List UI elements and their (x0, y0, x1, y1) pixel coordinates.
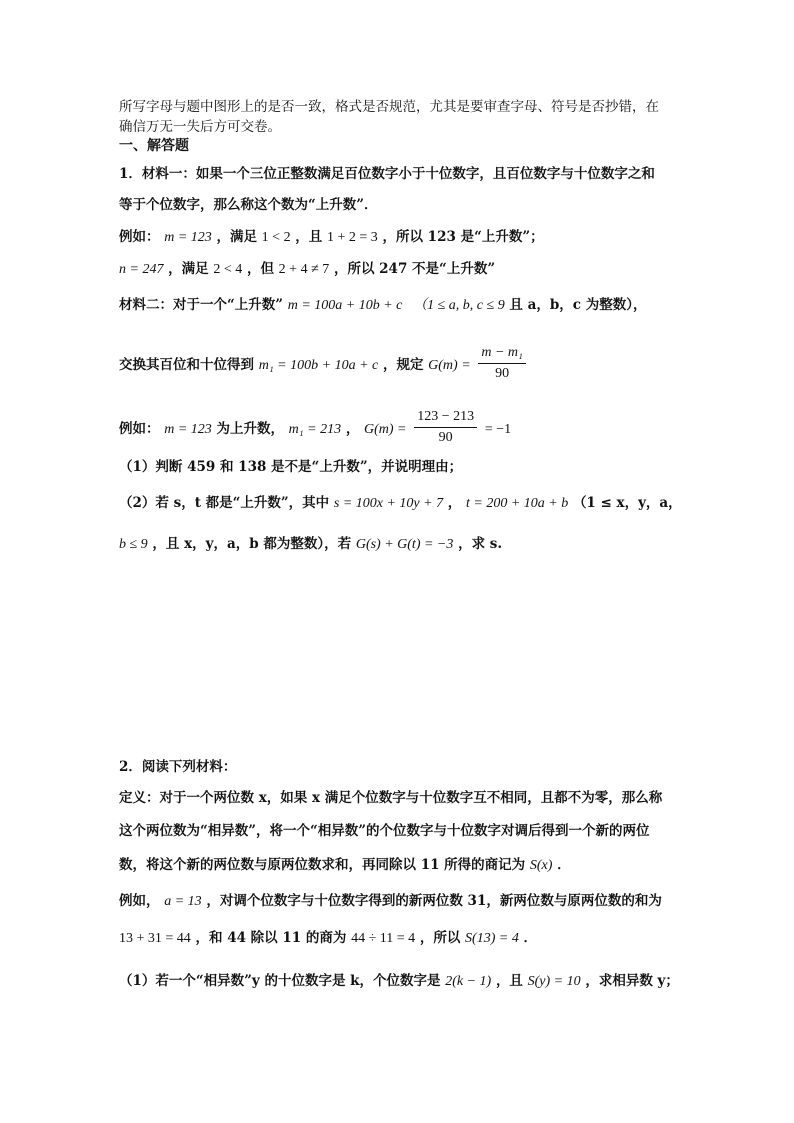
math: m₁ = 100b + 10a + c (258, 358, 379, 373)
math: = −1 (484, 422, 512, 437)
text: ，所以 123 是“上升数”； (382, 229, 544, 245)
text: ，和 44 除以 11 的商为 (195, 930, 347, 946)
text: ，满足 (168, 261, 209, 277)
math: S(13) = 4 (465, 931, 519, 946)
q1-line-1: 1．材料一：如果一个三位正整数满足百位数字小于十位数字，且百位数字与十位数字之和 (119, 166, 655, 182)
text: ，规定 (382, 357, 424, 373)
math: s = 100x + 10y + 7 (333, 496, 444, 511)
math: G(m) = (428, 358, 471, 373)
math: m = 123 (164, 422, 212, 437)
math: n = 247 (119, 262, 164, 277)
text: 为上升数， (216, 421, 284, 437)
q2-example-1 (119, 892, 662, 911)
text: ，所以 247 不是“上升数” (333, 261, 496, 277)
text: ，所以 (419, 930, 461, 946)
math: m₁ = 213 (288, 422, 342, 437)
q1-example-1 (119, 228, 544, 247)
fraction-numerator: 123 − 213 (414, 408, 477, 428)
fraction (414, 408, 477, 447)
text: ，但 (246, 261, 274, 277)
q1-example-2 (119, 260, 495, 279)
fraction-denominator: 90 (438, 430, 453, 445)
text: ， (345, 421, 360, 437)
text: （1 ≤ x，y，a， (572, 495, 682, 511)
math: t = 200 + 10a + b (466, 496, 569, 511)
math: m = 123 (164, 230, 212, 245)
text: 材料二：对于一个“上升数” (119, 297, 284, 313)
intro-line-1: 所写字母与题中图形上的是否一致，格式是否规范，尤其是要审查字母、符号是否抄错，在 (119, 99, 659, 115)
text: 交换其百位和十位得到 (119, 357, 254, 373)
text: （2）若 s，t 都是“上升数”，其中 (119, 495, 330, 511)
text: ． (557, 857, 571, 873)
math: m = 100a + 10b + c (287, 298, 403, 313)
math: b ≤ 9 (119, 537, 148, 552)
q2-example-2 (119, 929, 537, 948)
q1-line-2: 等于个位数字，那么称这个数为“上升数”． (119, 197, 378, 213)
math: 1 < 2 (261, 230, 291, 245)
fraction-numerator: m − m₁ (478, 344, 526, 364)
q1-sub-1: （1）判断 459 和 138 是不是“上升数”，并说明理由； (119, 459, 463, 475)
text: ，求 s. (458, 536, 503, 552)
q1-sub-2-line-2 (119, 535, 502, 554)
q2-line-1: 2．阅读下列材料： (119, 759, 237, 775)
math: 2 < 4 (213, 262, 243, 277)
text: ，且 x，y，a，b 都为整数），若 (152, 536, 352, 552)
math: G(m) = (364, 422, 407, 437)
fraction (478, 344, 526, 383)
text: 例如， (119, 893, 160, 909)
math: S(y) = 10 (527, 974, 581, 989)
text: 且 a，b，c 为整数）， (509, 297, 647, 313)
text: ，对调个位数字与十位数字得到的新两位数 31，新两位数与原两位数的和为 (206, 893, 662, 909)
q1-example-3 (119, 410, 511, 449)
text: 例如： (119, 421, 160, 437)
math: （1 ≤ a, b, c ≤ 9 (413, 298, 505, 313)
math: G(s) + G(t) = −3 (355, 537, 454, 552)
q1-sub-2-line-1 (119, 494, 682, 513)
math: 13 + 31 = 44 (119, 931, 191, 946)
intro-line-2: 确信万无一失后方可交卷。 (119, 119, 281, 135)
math: S(x) (529, 858, 553, 873)
text: 数，将这个新的两位数与原两位数求和，再同除以 11 所得的商记为 (119, 857, 526, 873)
math: 44 ÷ 11 = 4 (351, 931, 416, 946)
math: 2 + 4 ≠ 7 (278, 262, 330, 277)
text: ，求相异数 y； (585, 973, 679, 989)
math: 2(k − 1) (445, 974, 492, 989)
text: 例如： (119, 229, 160, 245)
q1-material-2 (119, 296, 646, 315)
section-title: 一、解答题 (119, 138, 189, 154)
text: ，满足 (216, 229, 257, 245)
q2-def-2: 这个两位数为“相异数”，将一个“相异数”的个位数字与十位数字对调后得到一个新的两位 (119, 823, 650, 839)
text: ，且 (295, 229, 323, 245)
text: ． (523, 930, 538, 946)
math: a = 13 (164, 894, 202, 909)
text: ， (447, 495, 462, 511)
fraction-denominator: 90 (495, 366, 510, 381)
math: 1 + 2 = 3 (326, 230, 378, 245)
q2-sub-1 (119, 972, 679, 991)
q2-def-1: 定义：对于一个两位数 x，如果 x 满足个位数字与十位数字互不相同，且都不为零，那么称 (119, 790, 663, 806)
q2-def-3 (119, 856, 571, 875)
text: （1）若一个“相异数”y 的十位数字是 k，个位数字是 (119, 973, 441, 989)
text: ，且 (495, 973, 523, 989)
q1-swap-rule (119, 346, 529, 385)
